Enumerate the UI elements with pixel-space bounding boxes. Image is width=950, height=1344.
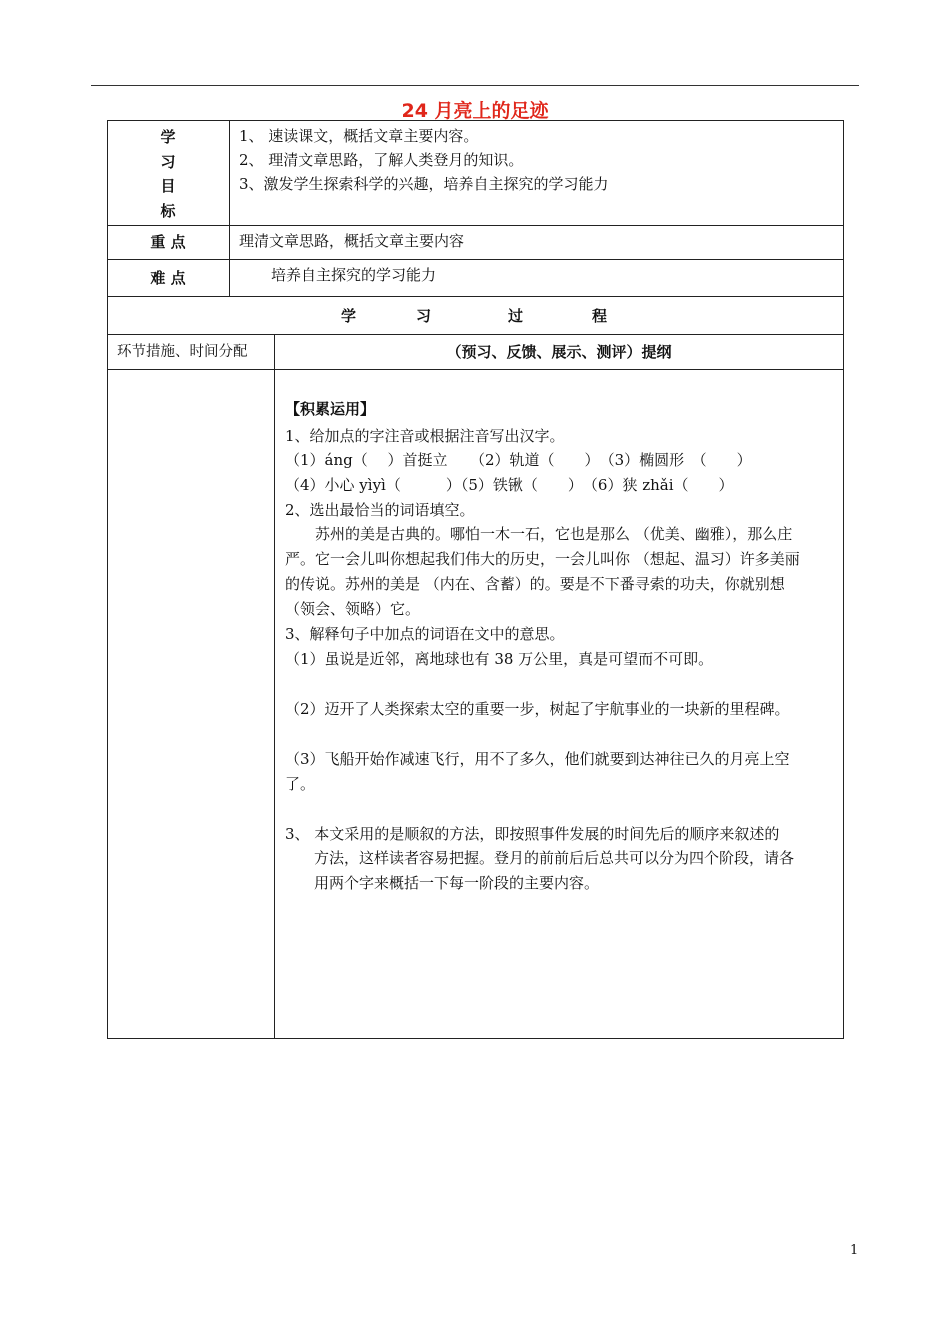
- page-title: 24 月亮上的足迹: [401, 100, 549, 122]
- objectives-label-char: 习: [160, 152, 176, 171]
- column-header-right: （预习、反馈、展示、测评）提纲: [446, 343, 672, 361]
- difficult-point-text: 培养自主探究的学习能力: [271, 266, 437, 284]
- question-3: 3、解释句子中加点的词语在文中的意思。: [285, 625, 565, 643]
- section-heading: 【积累运用】: [285, 400, 376, 418]
- question-3-item: （2）迈开了人类探索太空的重要一步，树起了宇航事业的一块新的里程碑。: [285, 700, 790, 718]
- question-1: 1、给加点的字注音或根据注音写出汉字。: [285, 427, 565, 445]
- question-2-paragraph: 的传说。苏州的美是 （内在、含蓄）的。要是不下番寻索的功夫，你就别想: [285, 575, 785, 593]
- question-3-item: 了。: [285, 775, 316, 793]
- question-4: 方法，这样读者容易把握。登月的前前后后总共可以分为四个阶段，请各: [314, 849, 795, 867]
- question-4: 3、 本文采用的是顺叙的方法，即按照事件发展的时间先后的顺序来叙述的: [285, 825, 780, 843]
- objective-item: 1、 速读课文，概括文章主要内容。: [239, 127, 479, 145]
- difficult-point-label: 难 点: [150, 269, 186, 287]
- question-2-paragraph: （领会、领略）它。: [285, 600, 421, 618]
- row-divider: [107, 369, 844, 370]
- row-divider: [107, 259, 844, 260]
- key-point-text: 理清文章思路，概括文章主要内容: [239, 232, 465, 250]
- objectives-list: [239, 124, 839, 196]
- col-divider: [229, 120, 230, 296]
- question-3-item: （3）飞船开始作减速飞行，用不了多久，他们就要到达神往已久的月亮上空: [285, 750, 790, 768]
- process-header-char: 程: [592, 307, 608, 325]
- row-divider: [107, 225, 844, 226]
- header-rule: [91, 85, 859, 86]
- objective-item: 3、激发学生探索科学的兴趣，培养自主探究的学习能力: [239, 175, 609, 193]
- process-header-char: 习: [416, 307, 432, 325]
- objectives-label-char: 标: [160, 201, 176, 220]
- process-header-char: 学: [341, 307, 357, 325]
- objectives-label: [107, 125, 229, 223]
- objective-item: 2、 理清文章思路，了解人类登月的知识。: [239, 151, 524, 169]
- row-divider: [107, 334, 844, 335]
- objectives-label-char: 目: [160, 177, 176, 195]
- question-1-row: （1）áng（ ）首挺立 （2）轨道（ ） （3）椭圆形 （ ）: [285, 451, 752, 469]
- question-4: 用两个字来概括一下每一阶段的主要内容。: [314, 874, 600, 892]
- column-header-left: 环节措施、时间分配: [117, 344, 248, 360]
- question-3-item: （1）虽说是近邻，离地球也有 38 万公里，真是可望而不可即。: [285, 650, 714, 668]
- key-point-label: 重 点: [150, 233, 186, 251]
- question-1-row: （4）小心 yìyì（ ）（5）铁锹（ ） （6）狭 zhǎi（ ）: [285, 476, 734, 494]
- process-header-char: 过: [508, 307, 524, 325]
- row-divider: [107, 296, 844, 297]
- question-2-paragraph: 苏州的美是古典的。哪怕一木一石，它也是那么 （优美、幽雅），那么庄: [285, 525, 793, 543]
- question-2: 2、选出最恰当的词语填空。: [285, 501, 475, 519]
- objectives-label-char: 学: [160, 128, 176, 146]
- col-divider: [274, 334, 275, 1039]
- page-number: 1: [850, 1243, 859, 1258]
- question-2-paragraph: 严。它一会儿叫你想起我们伟大的历史，一会儿叫你 （想起、温习）许多美丽: [285, 550, 800, 568]
